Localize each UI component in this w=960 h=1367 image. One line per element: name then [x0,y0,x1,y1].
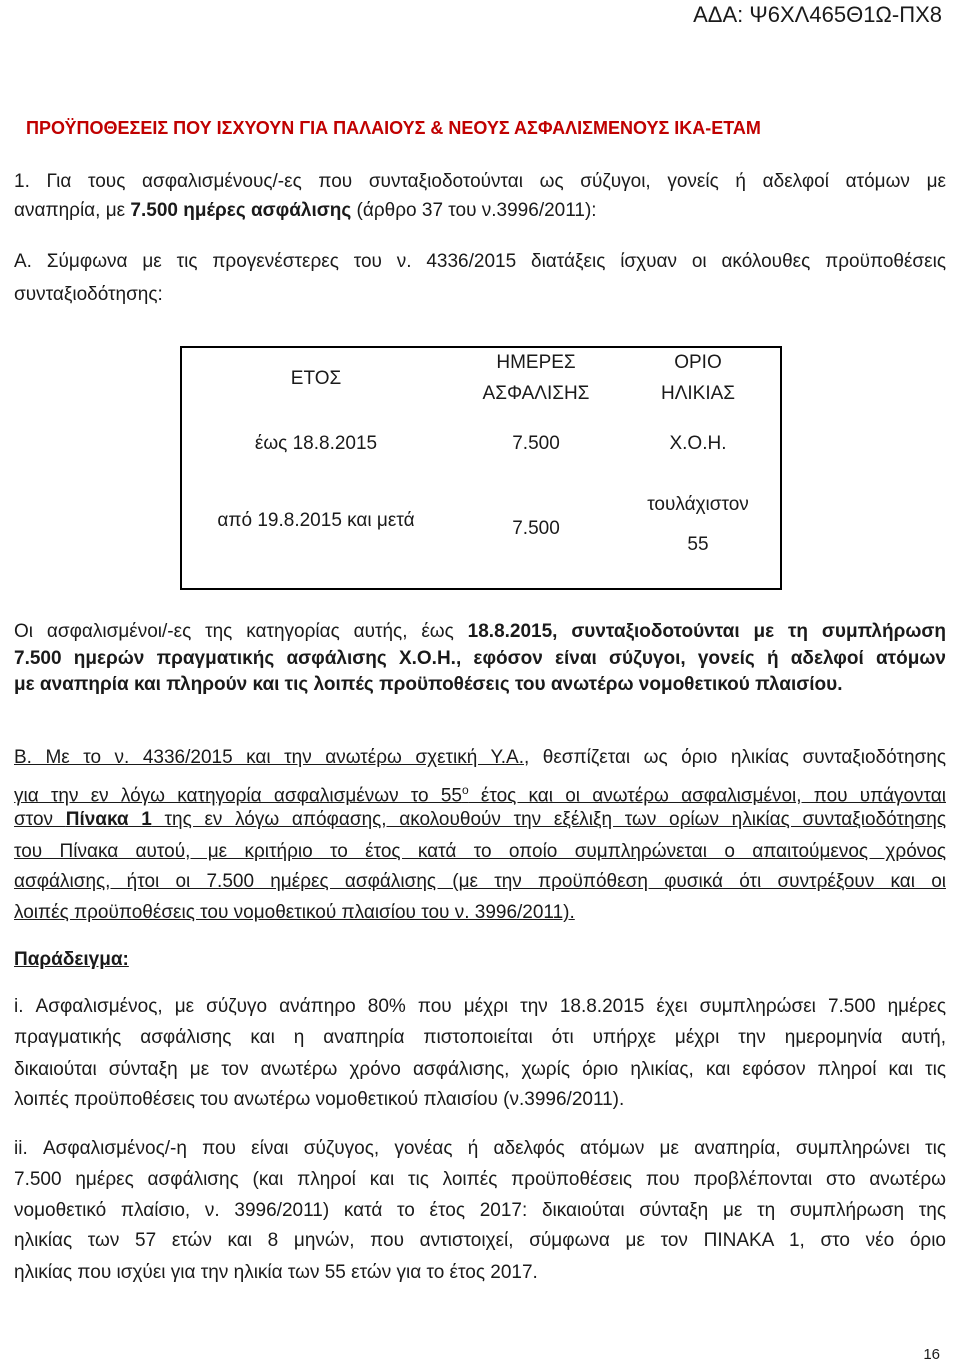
table-row1-year: έως 18.8.2015 [254,433,378,454]
note-line3: με αναπηρία και πληρούν και τις λοιπές προϋποθέσεις του ανωτέρω νομοθετικού πλαισίου. [14,674,843,695]
example-i-line4: λοιπές προϋποθέσεις του ανωτέρω νομοθετικού πλαισίου (ν.3996/2011). [14,1089,625,1110]
table-header-days-2: ΑΣΦΑΛΙΣΗΣ [482,383,590,404]
page-heading: ΠΡΟΫΠΟΘΕΣΕΙΣ ΠΟΥ ΙΣΧΥΟΥΝ ΓΙΑ ΠΑΛΑΙΟΥΣ & ΝΕΟΥΣ ΑΣΦΑΛΙΣΜΕΝΟΥΣ ΙΚΑ-ΕΤΑΜ [26,118,761,138]
table-row2-age-bottom: 55 [687,534,709,555]
ada-code: ΑΔΑ: Ψ6ΧΛ465Θ1Ω-ΠΧ8 [693,2,942,27]
sectionB-line2: για την εν λόγω κατηγορία ασφαλισμένων το $55^o$ έτος και οι ανωτέρω ασφαλισμένοι, που υπάγονται [14,783,946,807]
example-ii-line5: ηλικίας που ισχύει για την ηλικία των 55 ετών για το έτος 2017. [14,1262,538,1283]
table-row1-age: Χ.Ο.Η. [669,433,727,454]
sectionB-line4: του Πίνακα αυτού, με κριτήριο το έτος κατά το οποίο συμπληρώνεται ο απαιτούμενος χρόνος [14,841,946,862]
sectionB-line5: ασφάλισης, ήτοι οι 7.500 ημέρες ασφάλισης (με την προϋπόθεση φυσικά ότι συντρέξουν και οι [14,871,946,892]
example-ii-line4: ηλικίας των 57 ετών και 8 μηνών, που αντιστοιχεί, σύμφωνα με τον ΠΙΝΑΚΑ 1, στο νέο όριο [14,1230,946,1251]
note-line1: Οι ασφαλισμένοι/-ες της κατηγορίας αυτής, έως 18.8.2015, συνταξιοδοτούνται με τη συμπλήρωση [14,621,946,642]
example-i-line3: δικαιούται σύνταξη με τον ανωτέρω χρόνο ασφάλισης, χωρίς όριο ηλικίας, και εφόσον πληροί και τις [14,1059,946,1080]
sectionB-line6: λοιπές προϋποθέσεις του νομοθετικού πλαισίου του ν. 3996/2011). [14,902,575,923]
example-ii-line1: ii. Ασφαλισμένος/-η που είναι σύζυγος, γονέας ή αδελφός ατόμων με αναπηρία, συμπληρώνει τις [14,1138,946,1159]
example-title: Παράδειγμα: [14,949,129,970]
sectionA-line2: συνταξιοδότησης: [14,284,163,305]
section1-line2: αναπηρία, με 7.500 ημέρες ασφάλισης (άρθρο 37 του ν.3996/2011): [14,200,597,221]
example-ii-line2: 7.500 ημέρες ασφάλισης (και πληροί και τις λοιπές προϋποθέσεις που προβλέπονται στο ανωτέρω [14,1169,946,1190]
sectionB-line1: Β. Με το ν. 4336/2015 και την ανωτέρω σχετική Υ.Α., θεσπίζεται ως όριο ηλικίας συνταξιοδότησης [14,747,946,768]
example-i-line1: i. Ασφαλισμένος, με σύζυγο ανάπηρο 80% που μέχρι την 18.8.2015 έχει συμπληρώσει 7.500 ημέρες [14,996,946,1017]
sectionA-line1: Α. Σύμφωνα με τις προγενέστερες του ν. 4336/2015 διατάξεις ίσχυαν οι ακόλουθες προϋποθέσεις [14,251,946,272]
table-row1-days: 7.500 [512,433,560,454]
note-line2: 7.500 ημερών πραγματικής ασφάλισης Χ.Ο.Η., εφόσον είναι σύζυγοι, γονείς ή αδελφοί ατόμων [14,648,946,669]
table-row2-age-top: τουλάχιστον [647,494,749,515]
example-i-line2: πραγματικής ασφάλισης και η αναπηρία πιστοποιείται ότι υπήρχε μέχρι την ημερομηνία αυτή, [14,1027,946,1048]
table-row2-year: από 19.8.2015 και μετά [217,510,415,531]
table-header-days-1: ΗΜΕΡΕΣ [496,352,576,373]
example-ii-line3: νομοθετικό πλαίσιο, ν. 3996/2011) κατά το έτος 2017: δικαιούται σύνταξη με τη συμπλήρωση της [14,1200,946,1221]
table-header-year: ΕΤΟΣ [290,368,342,389]
sectionB-line3: στον Πίνακα 1 της εν λόγω απόφασης, ακολουθούν την εξέλιξη των ορίων ηλικίας συνταξιοδότησης [14,809,946,830]
section1-line1: 1. Για τους ασφαλισμένους/-ες που συνταξιοδοτούνται ως σύζυγοι, γονείς ή αδελφοί ατόμων με [14,171,946,192]
table-header-age-1: ΟΡΙΟ [674,352,722,373]
page-number: 16 [923,1346,940,1363]
table-header-age-2: ΗΛΙΚΙΑΣ [660,383,736,404]
table-row2-days: 7.500 [512,518,560,539]
